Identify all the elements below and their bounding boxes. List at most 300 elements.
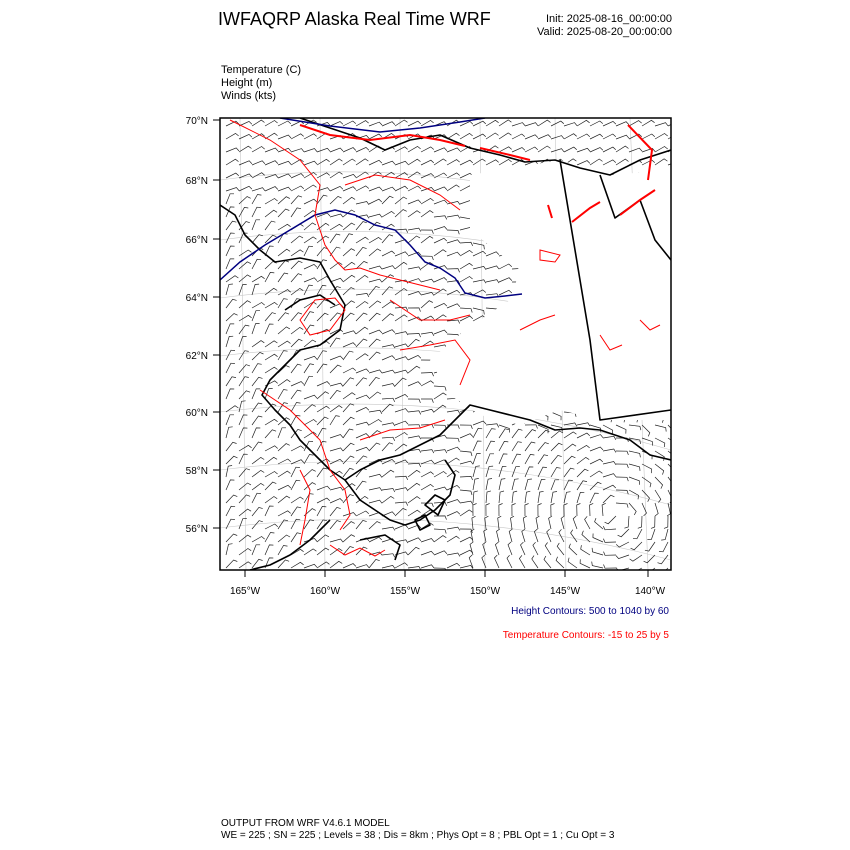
wind-barb (447, 240, 460, 243)
wind-barb (605, 516, 616, 524)
wind-barb (564, 147, 577, 152)
wind-barb (460, 490, 472, 495)
wind-barb (304, 395, 317, 399)
wind-barb (226, 246, 235, 256)
wind-barb (265, 341, 277, 347)
wind-barb (369, 286, 380, 295)
wind-barb (408, 292, 421, 296)
wind-barb (551, 492, 557, 504)
wind-barb (252, 303, 265, 309)
wind-barb (343, 564, 356, 568)
wind-barb (408, 382, 421, 386)
wind-barb (499, 159, 512, 165)
wind-barb (356, 339, 367, 347)
wind-barb (252, 195, 261, 205)
wind-barb (447, 185, 459, 191)
wind-barb (633, 529, 642, 539)
wind-barb (447, 410, 460, 413)
wind-barb (577, 481, 587, 490)
wind-barb (382, 314, 394, 321)
height-contours-legend: Height Contours: 500 to 1040 by 60 (511, 606, 669, 617)
wind-barb (395, 476, 408, 480)
wind-barb (343, 262, 355, 269)
wind-barb (603, 449, 616, 452)
wind-barb (486, 280, 499, 283)
wind-barb (226, 221, 236, 230)
variable-temperature: Temperature (C) (221, 64, 302, 76)
wind-barb (252, 389, 260, 399)
wind-barb (330, 383, 343, 386)
wind-barb (395, 394, 408, 399)
wind-barb (356, 447, 369, 451)
wind-barb (382, 330, 395, 334)
wind-barb (434, 289, 446, 295)
wind-barb (551, 431, 563, 438)
wind-barb (252, 470, 264, 477)
wind-barb (512, 479, 519, 490)
wind-barb (317, 351, 327, 360)
wind-barb (226, 314, 238, 322)
lon-label: 150°W (469, 586, 501, 597)
wind-barb (499, 120, 511, 126)
wind-barb (304, 470, 316, 478)
wind-barb (434, 536, 446, 542)
lon-label: 140°W (634, 586, 666, 597)
wind-barb (616, 503, 628, 508)
wind-barb (460, 537, 473, 542)
wind-barb (265, 524, 278, 529)
wind-barb (408, 497, 420, 503)
wind-barb (265, 302, 278, 308)
wind-barb (499, 264, 512, 269)
wind-barb (330, 196, 342, 204)
wind-barb (538, 491, 544, 503)
wind-barb (577, 120, 590, 126)
wind-barb (473, 121, 486, 126)
wind-barb (291, 186, 304, 191)
wind-barb (395, 120, 408, 126)
wind-barb (447, 160, 460, 165)
wind-barb (291, 507, 301, 516)
wind-barb (643, 568, 655, 575)
wind-barb (421, 472, 434, 477)
wind-barb (317, 468, 327, 477)
wind-barb (408, 211, 420, 217)
wind-barb (486, 266, 499, 269)
wind-barb (304, 564, 317, 568)
wind-barb (356, 247, 367, 256)
wind-barb (356, 378, 367, 386)
wind-barb (512, 442, 522, 451)
wind-barb (573, 516, 577, 529)
wind-barb (265, 288, 277, 295)
wind-barb (395, 444, 407, 451)
wind-barb (447, 269, 460, 273)
wind-barb (434, 529, 446, 534)
wind-barb (291, 446, 304, 451)
wind-barb (657, 568, 668, 576)
wind-barb (483, 542, 486, 555)
wind-barb (616, 425, 626, 434)
wind-barb (382, 356, 395, 360)
wind-barb (239, 454, 248, 464)
wind-barb (577, 469, 588, 477)
lat-label: 68°N (185, 176, 208, 187)
wind-barb (239, 197, 251, 205)
wind-barb (629, 503, 636, 515)
wind-barb (395, 421, 408, 425)
wind-barb (252, 323, 260, 334)
wind-barb (434, 450, 447, 454)
wind-barb (369, 249, 381, 256)
wind-barb (509, 529, 512, 542)
wind-barb (382, 496, 394, 503)
wind-barb (408, 411, 421, 415)
wind-barb (343, 223, 355, 230)
wind-barb (577, 445, 590, 451)
wind-barb (330, 224, 343, 230)
wind-barb (434, 227, 447, 231)
wind-barb (512, 491, 517, 503)
wind-barb (239, 549, 251, 556)
wind-barb (317, 498, 330, 503)
wind-barb (252, 483, 264, 490)
wind-barb (265, 148, 278, 152)
wind-barb (642, 464, 652, 473)
wind-barb (369, 214, 382, 217)
wind-barb (447, 148, 460, 152)
wind-barb (499, 425, 510, 433)
wind-barb (642, 425, 650, 436)
wind-barb (590, 459, 603, 464)
wind-barb (434, 278, 447, 282)
wind-barb (343, 456, 354, 464)
wind-barb (408, 355, 421, 360)
wind-barb (343, 313, 354, 321)
wind-barb (460, 461, 473, 464)
wind-barb (252, 259, 261, 269)
wind-barb (668, 464, 676, 476)
wind-barb (330, 214, 343, 217)
wind-barb (382, 437, 395, 441)
wind-barb (434, 405, 446, 412)
wind-barb (239, 161, 252, 165)
wind-barb (356, 369, 369, 373)
wind-barb (382, 370, 395, 373)
wind-barb (525, 147, 538, 152)
wind-barb (616, 146, 629, 152)
wind-barb (460, 425, 472, 429)
wind-barb (421, 160, 434, 165)
wind-barb (395, 332, 408, 335)
wind-barb (564, 444, 576, 451)
wind-barb (278, 511, 291, 516)
wind-barb (668, 133, 681, 139)
wind-barb (561, 516, 564, 529)
wind-barb (239, 401, 246, 412)
wind-barb (330, 172, 343, 178)
wind-barb (382, 161, 395, 165)
wind-barb (226, 480, 234, 490)
wind-barb (252, 377, 263, 386)
wind-barb (356, 293, 369, 297)
wind-barb (278, 380, 290, 386)
wind-barb (278, 390, 288, 400)
wind-barb (239, 391, 250, 399)
wind-barb (525, 123, 538, 126)
wind-barb (343, 404, 354, 412)
wind-barb (291, 562, 304, 568)
wind-barb (265, 533, 274, 543)
wind-barb (590, 447, 603, 451)
wind-barb (525, 479, 532, 490)
wind-barb (356, 237, 369, 243)
wind-barb (382, 489, 395, 493)
wind-barb (507, 555, 512, 568)
wind-barb (512, 134, 525, 139)
wind-barb (369, 522, 381, 530)
wind-barb (252, 276, 265, 282)
wind-barb (395, 357, 408, 360)
wind-barb (592, 548, 603, 555)
wind-barb (330, 234, 340, 243)
wind-barb (226, 324, 234, 334)
wind-barb (330, 521, 341, 530)
wind-barb (343, 443, 354, 451)
wind-barb (304, 364, 314, 373)
wind-barb (655, 503, 658, 516)
wind-barb (226, 519, 235, 529)
wind-barb (525, 491, 530, 503)
wind-barb (486, 120, 499, 126)
wind-barb (655, 159, 667, 165)
wind-barb (304, 223, 316, 230)
wind-barb (486, 252, 499, 256)
wind-barb (577, 504, 581, 517)
wind-barb (603, 539, 616, 543)
wind-barb (408, 538, 421, 542)
wind-barb (532, 556, 538, 568)
wind-barb (226, 427, 233, 438)
wind-barb (304, 420, 317, 426)
wind-barb (460, 242, 473, 246)
wind-barb (291, 208, 301, 217)
wind-barb (356, 159, 368, 165)
wind-barb (265, 506, 274, 516)
wind-barb (382, 527, 395, 530)
wind-barb (356, 313, 367, 321)
wind-barb (655, 134, 668, 140)
wind-barb (304, 237, 316, 243)
wind-barb (460, 277, 473, 283)
wind-barb (278, 290, 291, 295)
wind-barb (278, 299, 288, 308)
wind-barb (239, 428, 247, 438)
wind-barb (265, 121, 278, 127)
wind-barb (304, 376, 313, 386)
wind-barb (642, 490, 650, 502)
wind-barb (408, 279, 421, 282)
wind-barb (486, 160, 499, 165)
wind-barb (265, 446, 278, 451)
wind-barb (278, 313, 289, 321)
wind-barb (291, 382, 304, 387)
interior-mask (430, 160, 671, 425)
wind-barb (304, 325, 314, 334)
wind-barb (551, 121, 564, 126)
wind-barb (593, 534, 603, 543)
wind-barb (473, 280, 486, 283)
wind-barb (664, 516, 668, 528)
wind-barb (395, 315, 407, 321)
wind-barb (602, 503, 606, 516)
wind-barb (603, 121, 616, 126)
wind-barb (538, 467, 547, 477)
wind-barb (382, 345, 395, 348)
wind-barb (330, 416, 340, 425)
wind-barb (421, 198, 434, 204)
wind-barb (382, 384, 395, 387)
wind-barb (278, 428, 286, 438)
lon-label: 160°W (309, 586, 341, 597)
wind-barb (356, 222, 367, 231)
wind-barb (408, 146, 421, 152)
wind-barb (408, 510, 421, 516)
wind-barb (564, 123, 577, 126)
wind-barb (512, 454, 521, 464)
wind-barb (304, 264, 317, 269)
wind-barb (421, 450, 434, 454)
wind-barb (484, 529, 487, 542)
wind-barb (421, 551, 434, 555)
wind-barb (291, 174, 304, 178)
wind-barb (629, 121, 642, 126)
wind-barb (356, 172, 369, 178)
wind-barb (408, 200, 421, 204)
wind-barb (408, 228, 421, 232)
wind-barb (499, 466, 506, 477)
valid-time: Valid: 2025-08-20_00:00:00 (537, 26, 672, 38)
wind-barb (369, 279, 382, 282)
wind-barb (226, 495, 237, 503)
wind-barb (616, 451, 628, 455)
wind-barb (434, 250, 446, 256)
wind-barb (642, 134, 655, 139)
wind-barb (304, 520, 314, 529)
wind-barb (421, 292, 434, 295)
wind-barb (330, 448, 343, 451)
wind-barb (460, 133, 473, 139)
wind-barb (291, 467, 300, 477)
wind-barb (564, 456, 575, 464)
wind-barb (482, 555, 486, 568)
wind-barb (265, 545, 273, 555)
wind-barb (226, 299, 237, 308)
wind-barb (369, 301, 381, 308)
wind-barb (278, 546, 288, 556)
wind-barb (473, 504, 477, 517)
wind-barb (395, 433, 408, 439)
wind-barb (304, 161, 317, 165)
wind-barb (638, 516, 642, 528)
wind-barb (291, 364, 301, 373)
wind-barb (536, 516, 539, 529)
wind-barb (408, 267, 421, 270)
wind-barb (369, 474, 382, 477)
wind-barb (252, 220, 260, 230)
lat-ticks (213, 120, 220, 528)
wind-barb (616, 542, 629, 547)
wind-barb (356, 565, 369, 568)
wind-barb (239, 562, 251, 568)
wind-barb (382, 423, 395, 426)
wind-barb (551, 136, 564, 139)
wind-barb (395, 488, 408, 491)
wind-barb (460, 565, 473, 568)
wind-barb (239, 146, 252, 152)
wind-barb (624, 516, 629, 528)
wind-barb (291, 149, 304, 152)
wind-barb (330, 406, 342, 412)
wind-barb (343, 429, 353, 438)
wind-barb (304, 405, 316, 412)
wind-barb (564, 134, 577, 139)
model-info-line2: WE = 225 ; SN = 225 ; Levels = 38 ; Dis = 8km ; Phys Opt = 8 ; PBL Opt = 1 ; Cu Opt = 3 (221, 830, 615, 841)
wind-barb (447, 215, 460, 218)
wind-barb (421, 120, 434, 126)
wind-barb (525, 430, 536, 438)
lon-label: 155°W (389, 586, 421, 597)
wind-barb (472, 516, 476, 529)
wind-barb (330, 487, 343, 490)
wind-barb (265, 430, 276, 438)
lat-label: 62°N (185, 351, 208, 362)
wind-barb (486, 491, 491, 503)
wind-barb (369, 377, 380, 386)
wind-barb (485, 516, 489, 529)
wind-barb (447, 447, 460, 451)
wind-barb (421, 381, 434, 386)
wind-barb (252, 537, 265, 543)
wind-barb (369, 410, 382, 414)
wind-barb (473, 159, 486, 165)
wind-barb (343, 351, 353, 360)
wind-barb (291, 480, 300, 490)
wind-barb (629, 451, 640, 457)
wind-barb (460, 434, 473, 438)
wind-barb (544, 556, 551, 568)
wind-barb (661, 529, 668, 540)
wind-barb (499, 290, 512, 295)
wind-barb (304, 246, 313, 256)
wind-barb (369, 313, 380, 321)
wind-barb (226, 148, 239, 152)
wind-barb (499, 147, 512, 152)
wind-barb (265, 457, 277, 464)
wind-barb (512, 148, 525, 153)
wind-barb (239, 325, 249, 334)
wind-barb (592, 562, 603, 568)
model-info-line1: OUTPUT FROM WRF V4.6.1 MODEL (221, 818, 390, 829)
wind-barb (512, 123, 525, 126)
map-title: IWFAQRP Alaska Real Time WRF (218, 9, 491, 29)
wind-barb (291, 533, 301, 542)
wind-barb (460, 501, 473, 505)
wind-barb (538, 443, 549, 452)
wind-barb (356, 121, 369, 126)
wind-barb (473, 428, 482, 438)
wind-barb (356, 302, 368, 309)
